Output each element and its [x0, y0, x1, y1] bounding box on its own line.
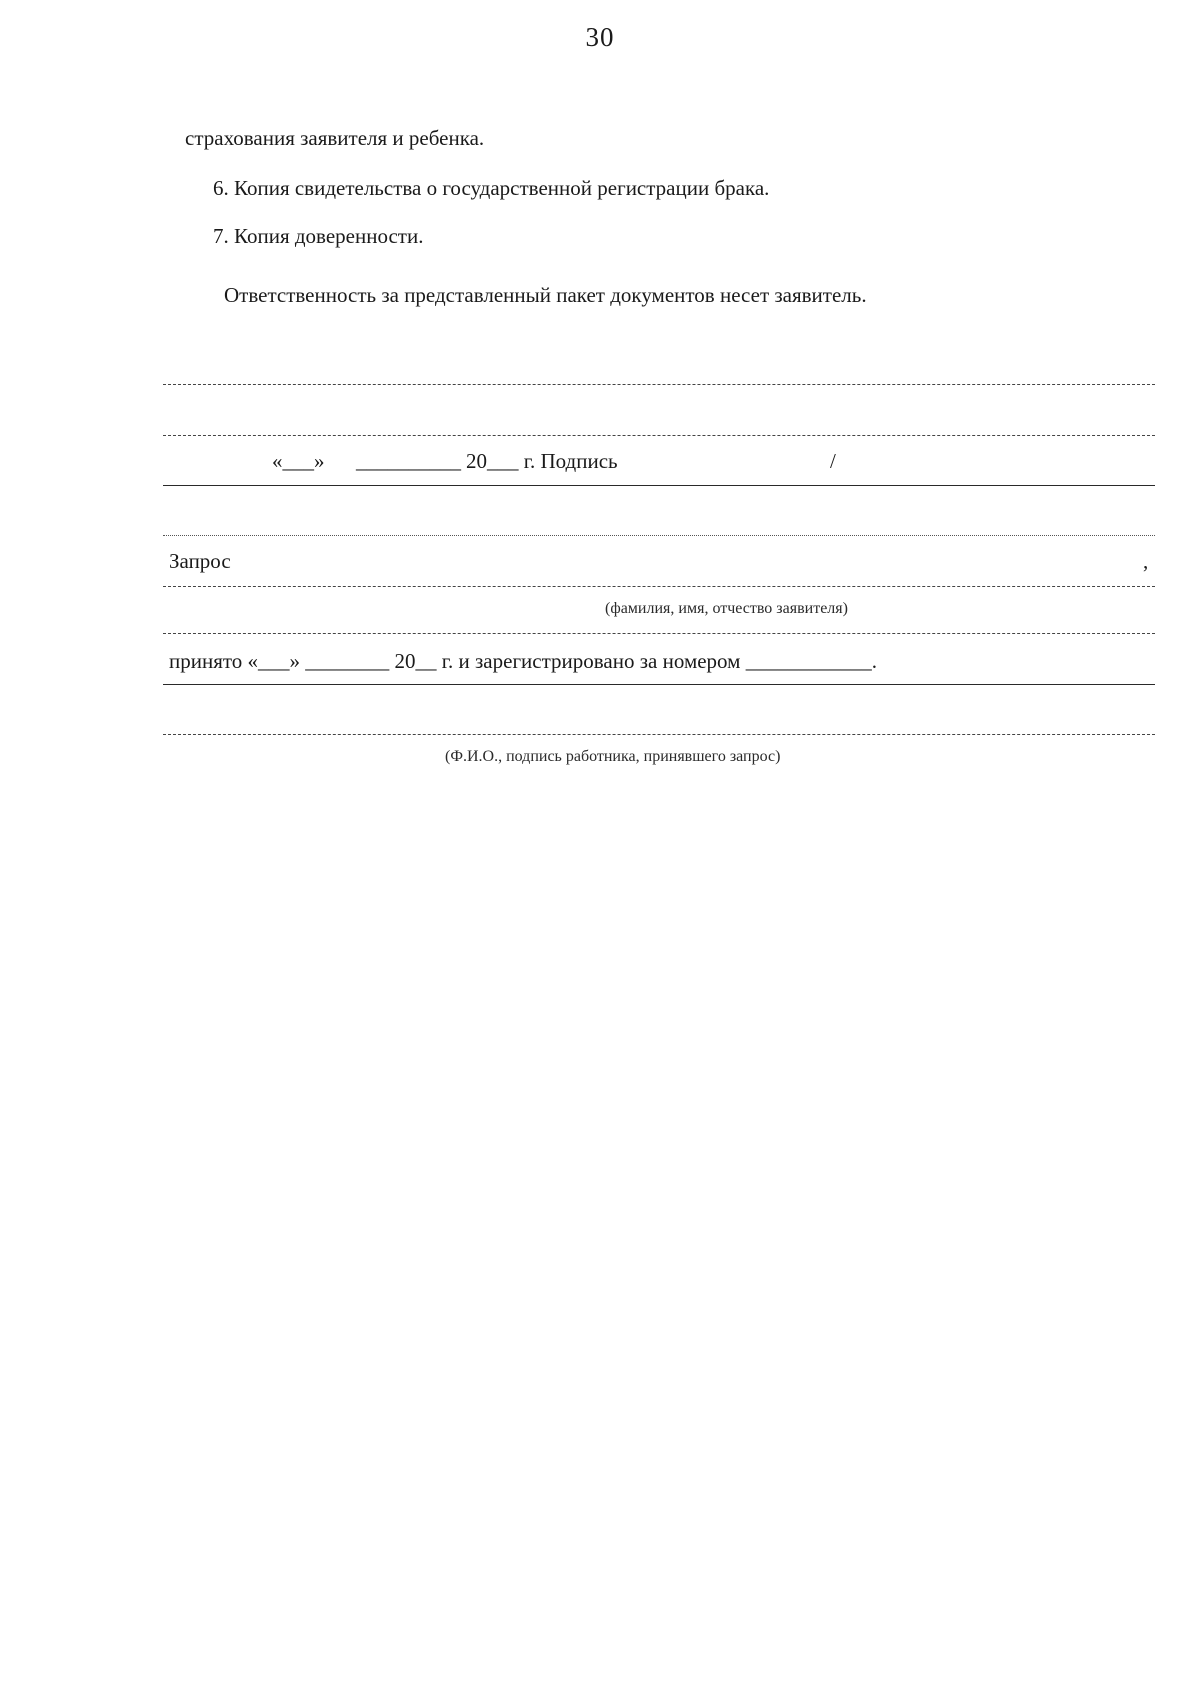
signature-date-month: __________ [356, 449, 461, 473]
signature-date-day: «___» [272, 449, 325, 473]
signature-year-label: 20___ г. Подпись [466, 449, 618, 473]
signature-separator: / [830, 449, 836, 473]
blank-line-1 [163, 384, 1155, 385]
signature-underline [163, 485, 1155, 486]
separator-line [163, 633, 1155, 634]
cut-line [163, 535, 1155, 536]
request-label: Запрос [169, 549, 231, 573]
request-tail: , [1143, 549, 1149, 573]
applicant-name-line [163, 586, 1155, 587]
page-number: 30 [585, 22, 615, 52]
blank-line-2 [163, 435, 1155, 436]
registration-underline [163, 684, 1155, 685]
employee-caption: (Ф.И.О., подпись работника, принявшего запрос) [445, 748, 781, 765]
applicant-caption: (фамилия, имя, отчество заявителя) [605, 600, 848, 617]
list-item-7: 7. Копия доверенности. [213, 224, 424, 248]
responsibility-statement: Ответственность за представленный пакет документов несет заявитель. [224, 283, 867, 307]
employee-signature-line [163, 734, 1155, 735]
list-item-6: 6. Копия свидетельства о государственной регистрации брака. [213, 176, 770, 200]
accepted-registration-text: принято «___» ________ 20__ г. и зарегистрировано за номером ____________. [169, 649, 877, 673]
continuation-text: страхования заявителя и ребенка. [185, 126, 485, 150]
